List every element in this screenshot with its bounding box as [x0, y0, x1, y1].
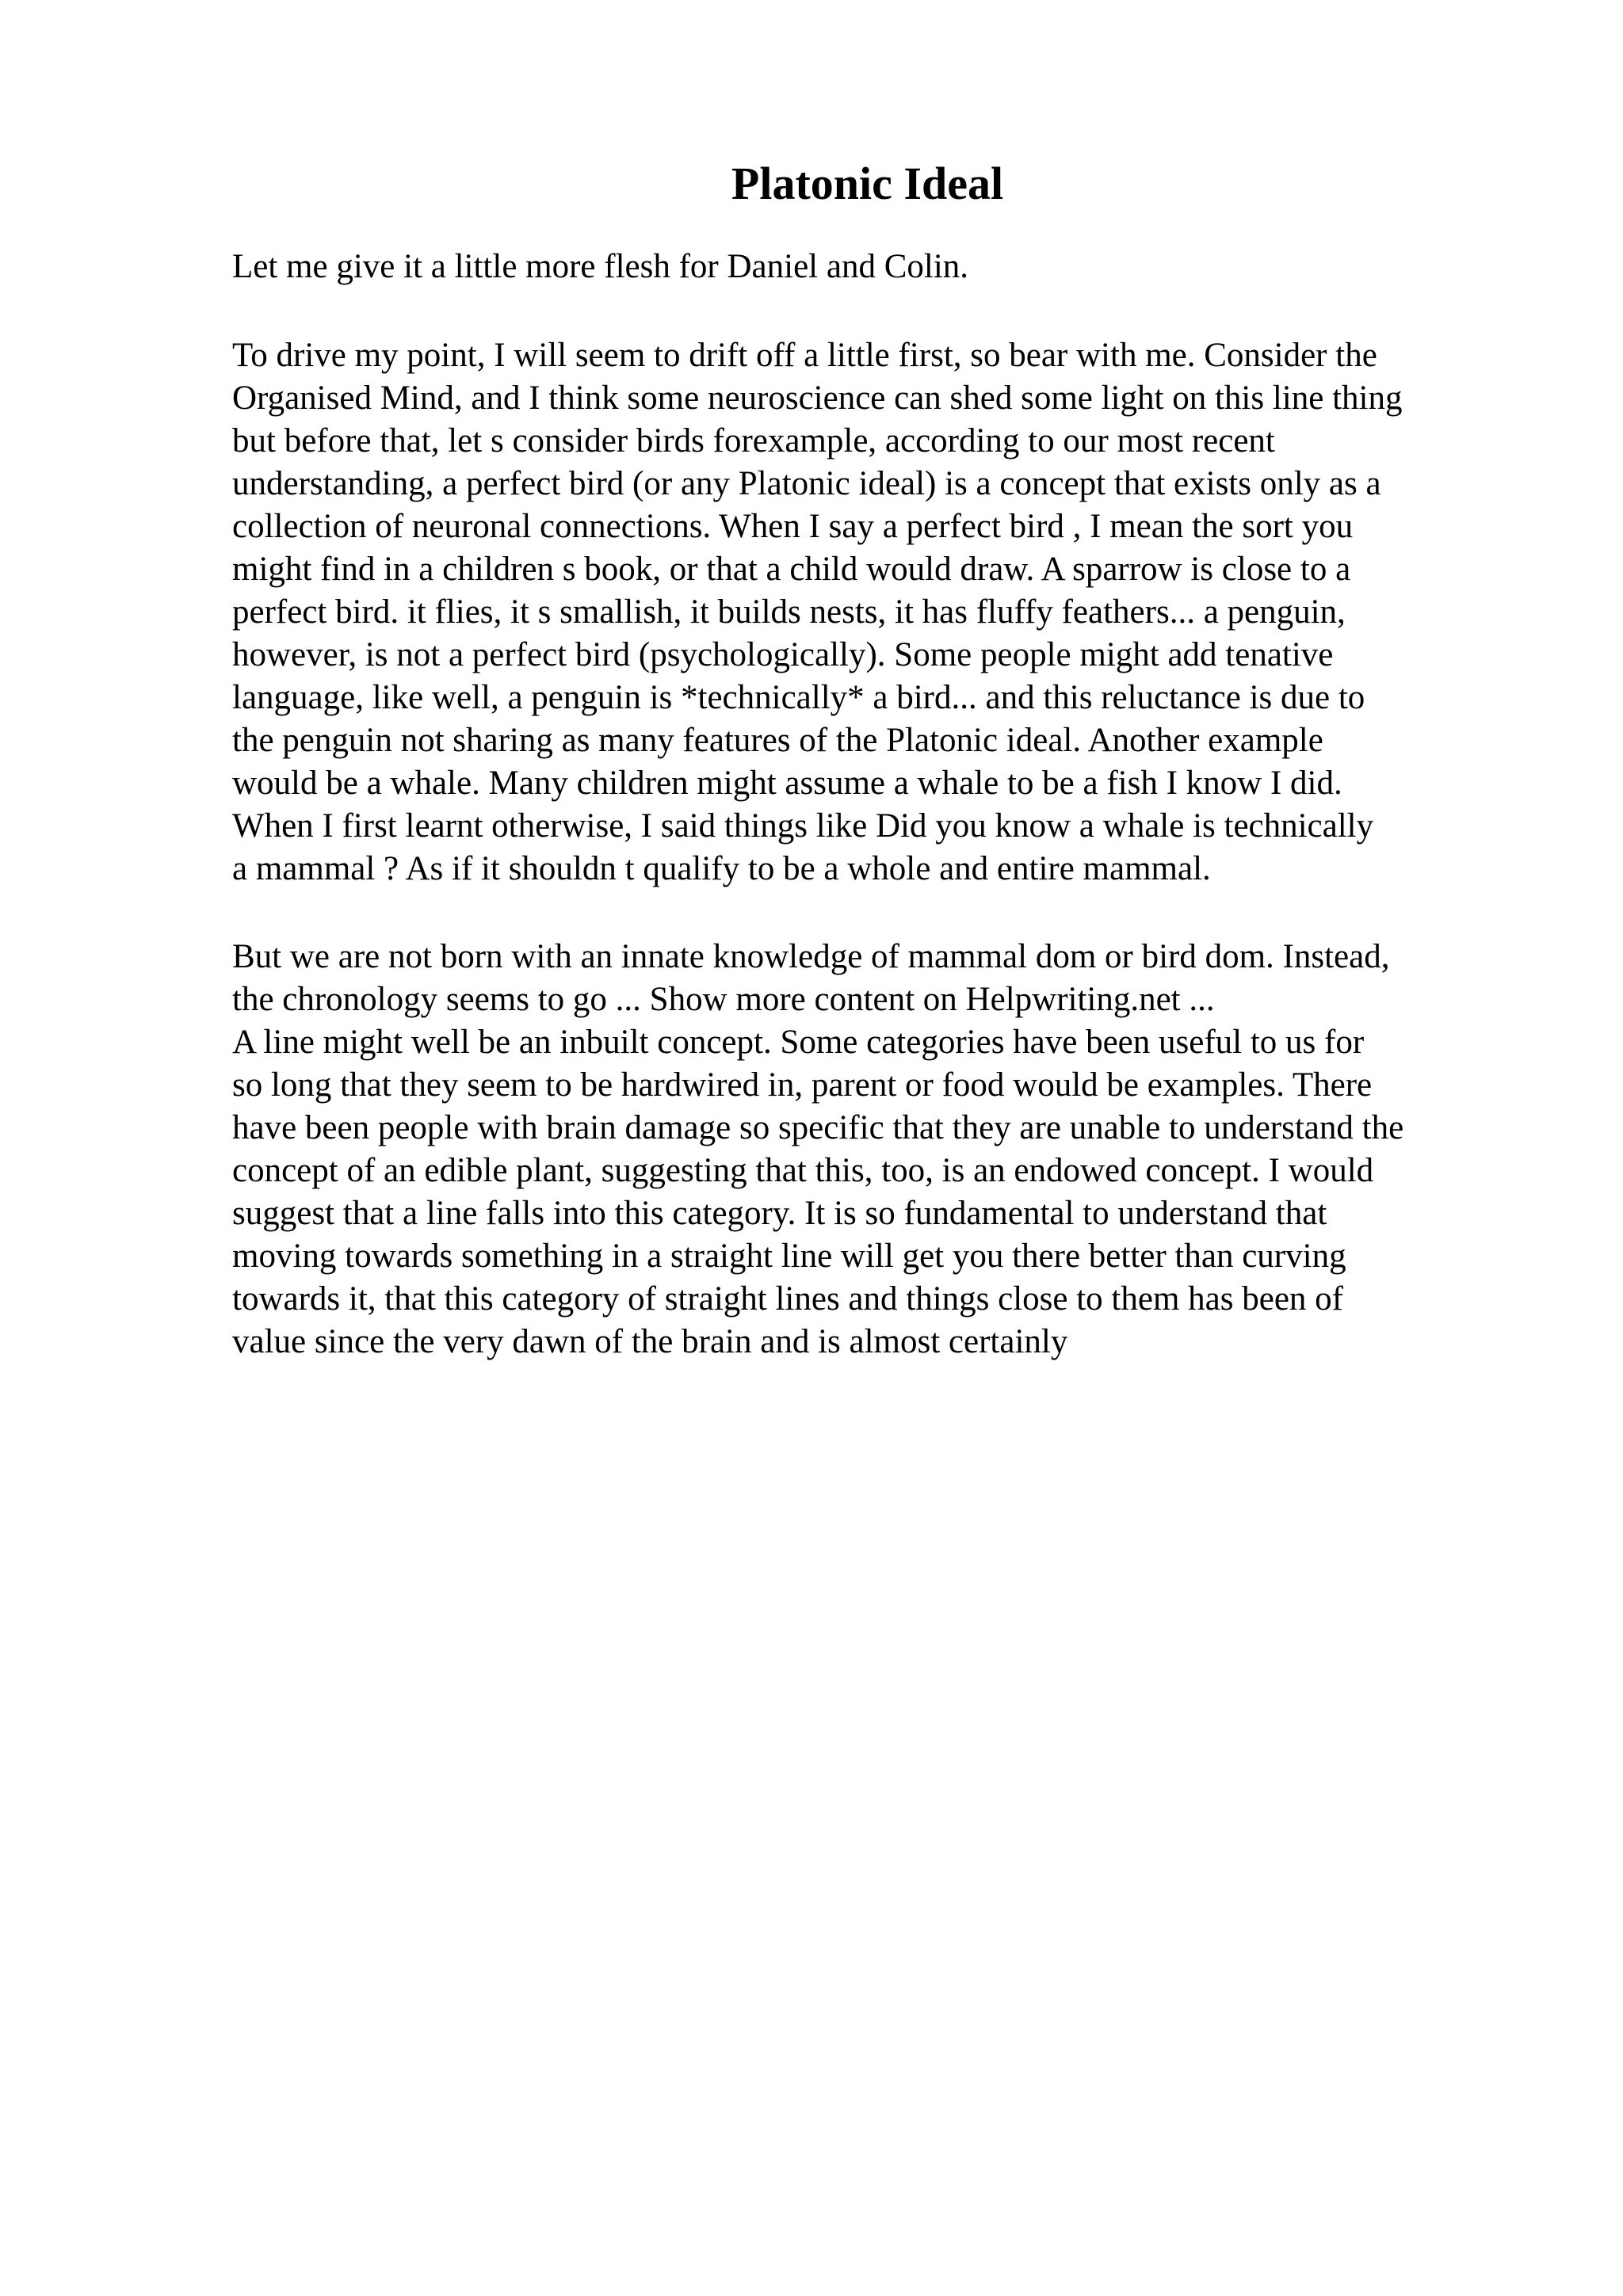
text-line: so long that they seem to be hardwired in, parent or food would be examples. There	[232, 1066, 1373, 1104]
text-line: To drive my point, I will seem to drift off a little first, so bear with me. Consider the	[232, 337, 1377, 374]
text-line: A line might well be an inbuilt concept. Some categories have been useful to us for	[232, 1024, 1365, 1061]
text-line: perfect bird. it flies, it s smallish, it builds nests, it has fluffy feathers... a penguin,	[232, 593, 1346, 631]
text-line: value since the very dawn of the brain and is almost certainly	[232, 1323, 1068, 1360]
text-line: the penguin not sharing as many features of the Platonic ideal. Another example	[232, 722, 1323, 759]
text-line: understanding, a perfect bird (or any Platonic ideal) is a concept that exists only as a	[232, 465, 1381, 502]
text-line: the chronology seems to go ... Show more content on Helpwriting.net ...	[232, 981, 1215, 1018]
text-line: language, like well, a penguin is *technically* a bird... and this reluctance is due to	[232, 679, 1365, 716]
text-line: collection of neuronal connections. When I say a perfect bird , I mean the sort you	[232, 508, 1354, 545]
text-line: Let me give it a little more flesh for Daniel and Colin.	[232, 248, 969, 285]
text-line: would be a whale. Many children might assume a whale to be a fish I know I did.	[232, 765, 1342, 802]
text-line: have been people with brain damage so specific that they are unable to understand the	[232, 1109, 1404, 1146]
text-line: suggest that a line falls into this category. It is so fundamental to understand that	[232, 1195, 1327, 1232]
text-line: but before that, let s consider birds forexample, according to our most recent	[232, 422, 1275, 460]
paragraph-1	[232, 246, 968, 288]
text-line: a mammal ? As if it shouldn t qualify to be a whole and entire mammal.	[232, 850, 1211, 887]
text-line: concept of an edible plant, suggesting that this, too, is an endowed concept. I would	[232, 1152, 1374, 1189]
text-line: When I first learnt otherwise, I said things like Did you know a whale is technically	[232, 807, 1374, 845]
text-line: might find in a children s book, or that a child would draw. A sparrow is close to a	[232, 551, 1351, 588]
text-line: But we are not born with an innate knowledge of mammal dom or bird dom. Instead,	[232, 938, 1390, 975]
text-line: moving towards something in a straight line will get you there better than curving	[232, 1238, 1346, 1275]
text-line: towards it, that this category of straight lines and things close to them has been of	[232, 1280, 1343, 1318]
paragraph-3	[232, 936, 1403, 1363]
paragraph-2	[232, 334, 1402, 891]
text-line: Organised Mind, and I think some neuroscience can shed some light on this line thing	[232, 379, 1403, 417]
document-title: Platonic Ideal	[731, 158, 1004, 209]
text-line: however, is not a perfect bird (psychologically). Some people might add tenative	[232, 636, 1334, 673]
